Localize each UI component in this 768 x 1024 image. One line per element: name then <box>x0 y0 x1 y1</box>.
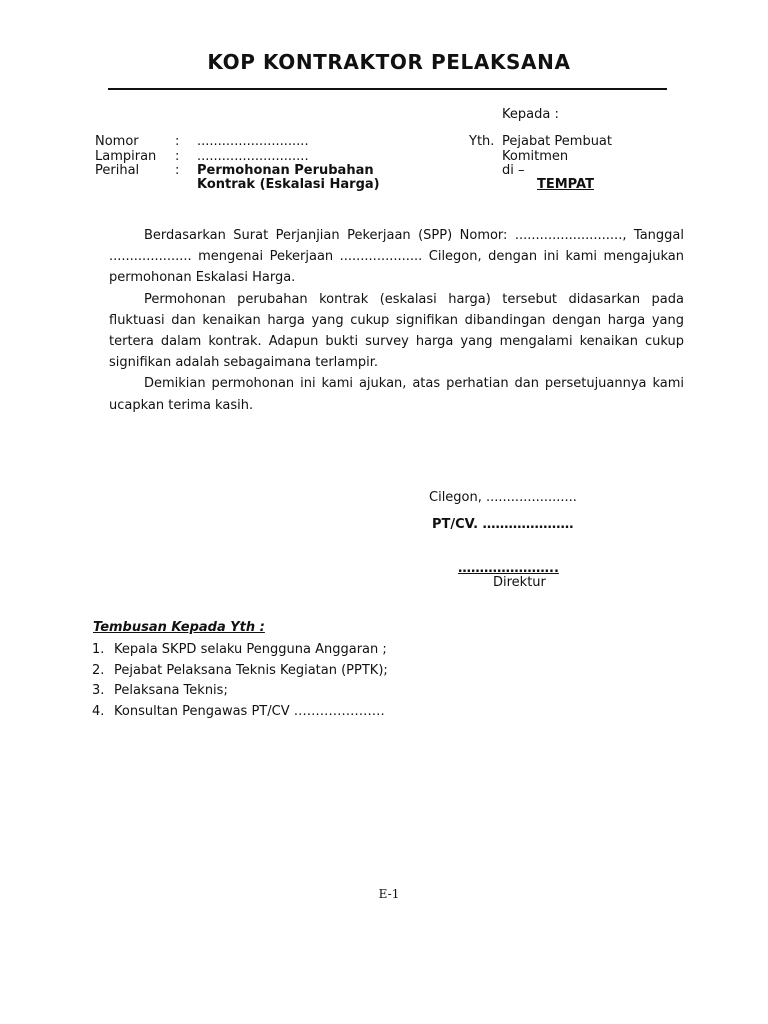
perihal-colon: : <box>175 163 180 178</box>
recipient-tempat: TEMPAT <box>537 177 594 192</box>
perihal-value-line1: Permohonan Perubahan <box>197 163 374 178</box>
cc-item-text: Pejabat Pelaksana Teknis Kegiatan (PPTK); <box>114 662 388 678</box>
lampiran-value: ........................... <box>197 149 309 164</box>
nomor-value: ........................... <box>197 134 309 149</box>
signature-role: Direktur <box>493 575 546 590</box>
cc-item-number: 1. <box>92 642 105 657</box>
letterhead-title: KOP KONTRAKTOR PELAKSANA <box>207 50 571 74</box>
list-item <box>92 702 388 723</box>
lampiran-label: Lampiran <box>95 149 157 164</box>
recipient-line3: di – <box>502 163 525 178</box>
signature-name: ………………….. <box>458 561 559 576</box>
cc-list <box>92 640 388 722</box>
nomor-label: Nomor <box>95 134 139 149</box>
perihal-label: Perihal <box>95 163 140 178</box>
nomor-colon: : <box>175 134 180 149</box>
body-paragraph-2: Permohonan perubahan kontrak (eskalasi harga) tersebut didasarkan pada fluktuasi dan kenaikan harga yang cukup signifikan dibandingan dengan harga yang tertera dalam kontrak. Adapun bukti survey harga yang mengalami kenaikan cukup signifikan adalah sebagaimana terlampir. <box>109 291 684 371</box>
list-item <box>92 640 388 661</box>
body-paragraph-1: Berdasarkan Surat Perjanjian Pekerjaan (SPP) Nomor: .........................., Tanggal .................... mengenai Pekerjaan .................... Cilegon, dengan ini kami mengajukan permohonan Eskalasi Harga. <box>109 228 684 286</box>
cc-item-number: 3. <box>92 683 105 698</box>
letter-body <box>109 225 684 416</box>
cc-item-number: 4. <box>92 703 105 719</box>
cc-title: Tembusan Kepada Yth : <box>93 620 265 635</box>
body-paragraph-3: Demikian permohonan ini kami ajukan, atas perhatian dan persetujuannya kami ucapkan terima kasih. <box>109 376 684 413</box>
recipient-yth: Yth. <box>469 134 495 149</box>
cc-item-number: 2. <box>92 662 105 678</box>
list-item <box>92 681 388 702</box>
list-item <box>92 661 388 682</box>
cc-item-text: Kepala SKPD selaku Pengguna Anggaran ; <box>114 642 387 657</box>
signature-company: PT/CV. ………………… <box>432 517 574 532</box>
lampiran-colon: : <box>175 149 180 164</box>
signature-place-date: Cilegon, ...................... <box>429 490 577 505</box>
cc-item-text: Konsultan Pengawas PT/CV ………………… <box>114 703 385 719</box>
page-number: E-1 <box>378 887 400 901</box>
perihal-value-line2: Kontrak (Eskalasi Harga) <box>197 177 380 192</box>
recipient-line2: Komitmen <box>502 149 569 164</box>
recipient-kepada: Kepada : <box>502 107 559 122</box>
recipient-line1: Pejabat Pembuat <box>502 134 612 149</box>
letterhead-rule <box>108 88 667 90</box>
cc-item-text: Pelaksana Teknis; <box>114 683 228 698</box>
